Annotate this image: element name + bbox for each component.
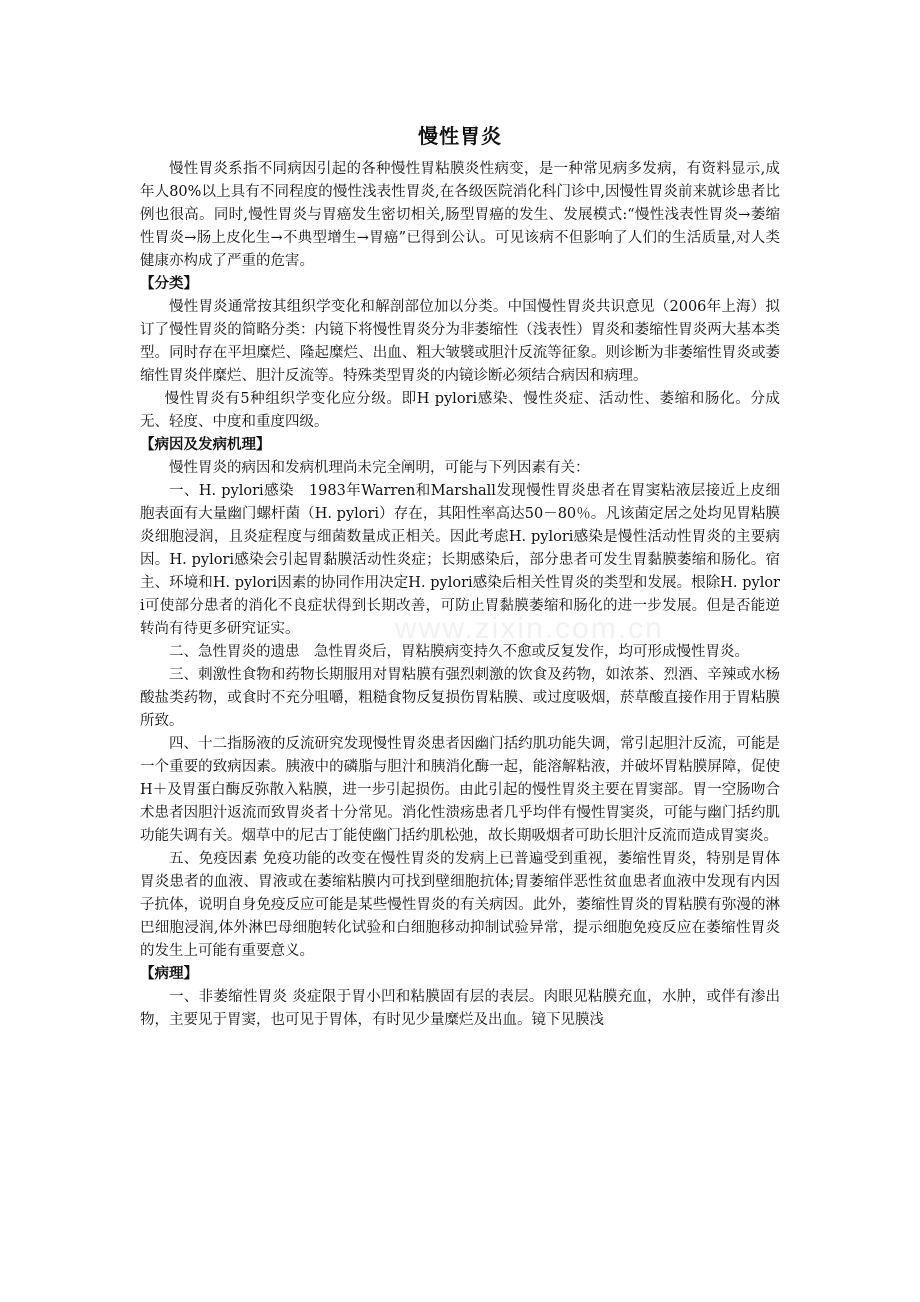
document-title: 慢性胃炎 [418, 124, 502, 148]
etiology-paragraph-5: 五、免疫因素 免疫功能的改变在慢性胃炎的发病上已普遍受到重视，萎缩性胃炎，特别是胃体胃炎患者的血液、胃液或在萎缩粘膜内可找到壁细胞抗体;胃萎缩伴恶性贫血患者血液中发现有内因子抗体，说明自身免疫反应可能是某些慢性胃炎的有关病因。此外，萎缩性胃炎的胃粘膜有弥漫的淋巴细胞浸润,体外淋巴母细胞转化试验和白细胞移动抑制试验异常，提示细胞免疫反应在萎缩性胃炎的发生上可能有重要意义。 [140, 851, 780, 959]
pathology-paragraph-1: 一、非萎缩性胃炎 炎症限于胃小凹和粘膜固有层的表层。肉眼见粘膜充血，水肿，或伴有渗出物，主要见于胃窦，也可见于胃体，有时见少量糜烂及出血。镜下见膜浅 [140, 989, 780, 1028]
classification-paragraph-2: 慢性胃炎有5种组织学变化应分级。即H pylori感染、慢性炎症、活动性、萎缩和肠化。分成无、轻度、中度和重度四级。 [140, 391, 780, 430]
classification-paragraph-1: 慢性胃炎通常按其组织学变化和解剖部位加以分类。中国慢性胃炎共识意见（2006年上海）拟订了慢性胃炎的简略分类：内镜下将慢性胃炎分为非萎缩性（浅表性）胃炎和萎缩性胃炎两大基本类型。同时存在平坦糜烂、隆起糜烂、出血、粗大皱襞或胆汁反流等征象。则诊断为非萎缩性胃炎或萎缩性胃炎伴糜烂、胆汁反流等。特殊类型胃炎的内镜诊断必须结合病因和病理。 [140, 299, 780, 384]
intro-paragraph: 慢性胃炎系指不同病因引起的各种慢性胃粘膜炎性病变，是一种常见病多发病，有资料显示,成年人80%以上具有不同程度的慢性浅表性胃炎,在各级医院消化科门诊中,因慢性胃炎前来就诊患者比例也很高。同时,慢性胃炎与胃癌发生密切相关,肠型胃癌的发生、发展模式:“慢性浅表性胃炎→萎缩性胃炎→肠上皮化生→不典型增生→胃癌”已得到公认。可见该病不但影响了人们的生活质量,对人类健康亦构成了严重的危害。 [140, 161, 780, 269]
etiology-paragraph-1: 一、H. pylori感染 1983年Warren和Marshall发现慢性胃炎患者在胃窦粘液层接近上皮细胞表面有大量幽门螺杆菌（H. pylori）存在，其阳性率高达50－80％。凡该菌定居之处均见胃粘膜炎细胞浸润，且炎症程度与细菌数量成正相关。因此考虑H. pylori感染是慢性活动性胃炎的主要病因。H. pylori感染会引起胃黏膜活动性炎症；长期感染后，部分患者可发生胃黏膜萎缩和肠化。宿主、环境和H. pylori因素的协同作用决定H. pylori感染后相关性胃炎的类型和发展。根除H. pylori可使部分患者的消化不良症状得到长期改善，可防止胃黏膜萎缩和肠化的进一步发展。但是否能逆转尚有待更多研究证实。 [140, 483, 780, 637]
section-heading-pathology: 【病理】 [140, 966, 198, 982]
etiology-paragraph-4: 四、十二指肠液的反流研究发现慢性胃炎患者因幽门括约肌功能失调，常引起胆汁反流，可能是一个重要的致病因素。胰液中的磷脂与胆汁和胰消化酶一起，能溶解粘液，并破坏胃粘膜屏障，促使H＋及胃蛋白酶反弥散入粘膜，进一步引起损伤。由此引起的慢性胃炎主要在胃窦部。胃一空肠吻合术患者因胆汁返流而致胃炎者十分常见。消化性溃疡患者几乎均伴有慢性胃窦炎，可能与幽门括约肌功能失调有关。烟草中的尼古丁能使幽门括约肌松弛，故长期吸烟者可助长胆汁反流而造成胃窦炎。 [140, 736, 780, 844]
document-page [140, 120, 780, 1032]
etiology-paragraph-0: 慢性胃炎的病因和发病机理尚未完全阐明，可能与下列因素有关： [169, 460, 590, 476]
etiology-paragraph-2: 二、急性胃炎的遗患 急性胃炎后，胃粘膜病变持久不愈或反复发作，均可形成慢性胃炎。 [169, 644, 749, 660]
section-heading-classification: 【分类】 [140, 276, 198, 292]
section-heading-etiology: 【病因及发病机理】 [140, 437, 271, 453]
watermark: www.zixin.com.cn [395, 612, 664, 645]
etiology-paragraph-3: 三、刺激性食物和药物长期服用对胃粘膜有强烈刺激的饮食及药物，如浓茶、烈酒、辛辣或水杨酸盐类药物，或食时不充分咀嚼，粗糙食物反复损伤胃粘膜、或过度吸烟，菸草酸直接作用于胃粘膜所致。 [140, 667, 780, 729]
